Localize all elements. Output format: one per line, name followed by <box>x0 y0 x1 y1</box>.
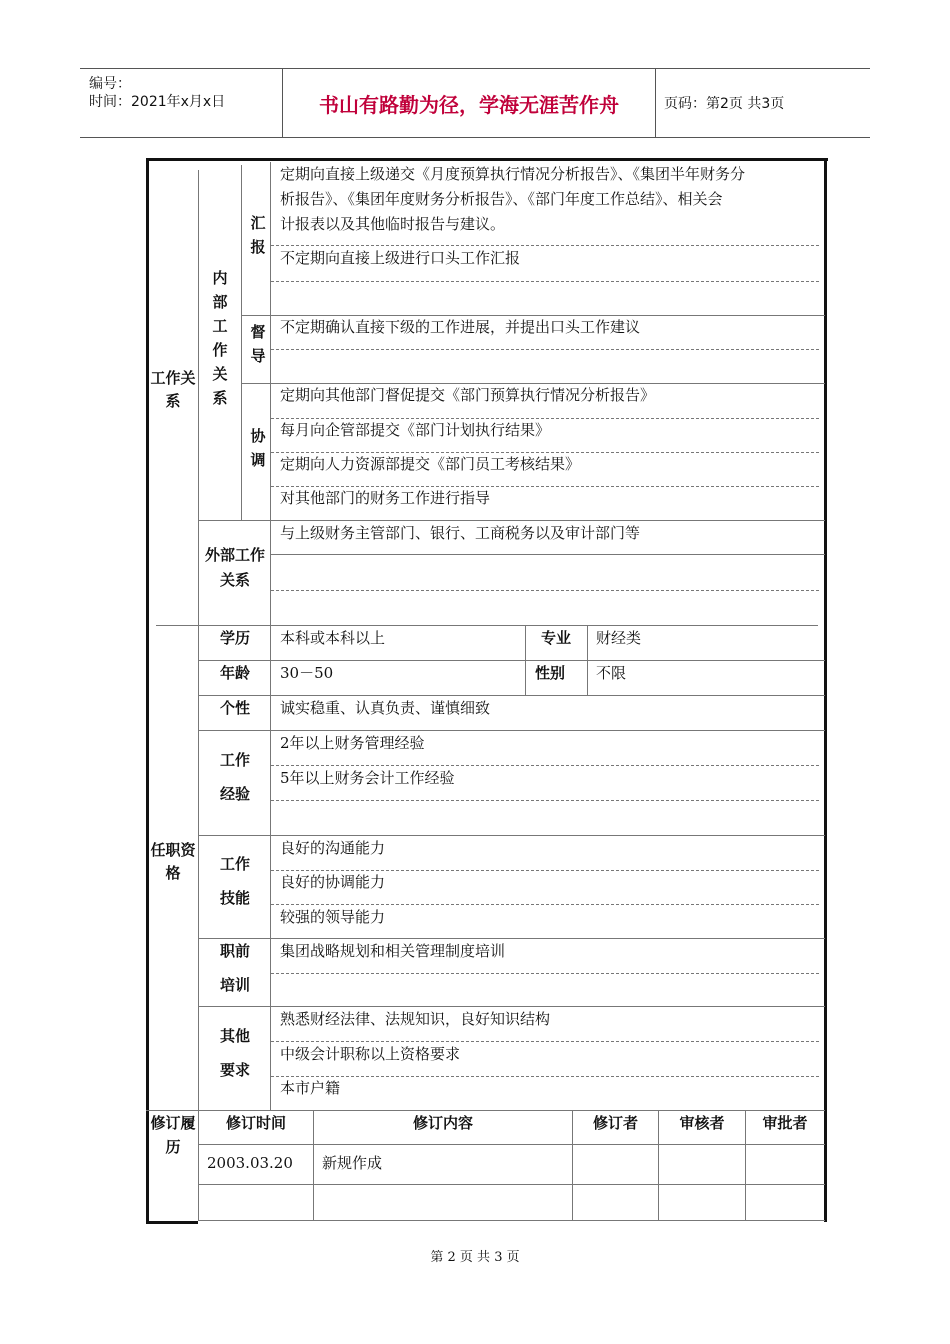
revision-col-approver: 审批者 <box>762 1114 808 1132</box>
major-label: 专业 <box>540 629 571 647</box>
gender-label: 性别 <box>534 664 565 682</box>
experience-label-2: 经验 <box>219 785 250 803</box>
skills-label-2: 技能 <box>219 889 250 907</box>
other-item-2: 中级会计职称以上资格要求 <box>280 1045 461 1063</box>
major-value: 财经类 <box>596 629 642 647</box>
work-relations-label: 工作关系 <box>150 369 196 410</box>
gender-value: 不限 <box>596 664 627 682</box>
revision-label: 修订履历 <box>150 1114 196 1156</box>
report-item-line1: 定期向直接上级递交《月度预算执行情况分析报告》、《集团半年财务分 <box>280 165 746 183</box>
personality-label: 个性 <box>219 699 250 717</box>
revision-row-time: 2003.03.20 <box>207 1154 293 1172</box>
header-motto: 书山有路勤为径，学海无涯苦作舟 <box>282 69 656 137</box>
report-item-2: 不定期向直接上级进行口头工作汇报 <box>280 249 521 267</box>
revision-col-reviewer: 审核者 <box>679 1114 725 1132</box>
header-page-info: 页码：第2页 共3页 <box>664 96 785 112</box>
education-value: 本科或本科以上 <box>280 629 386 647</box>
skills-item-2: 良好的协调能力 <box>280 873 386 891</box>
page-footer: 第 2 页 共 3 页 <box>430 1250 520 1265</box>
coordinate-label: 协调 <box>250 427 266 469</box>
coordinate-item-2: 每月向企管部提交《部门计划执行结果》 <box>280 421 551 439</box>
report-label: 汇报 <box>250 214 266 256</box>
supervise-item-1: 不定期确认直接下级的工作进展，并提出口头工作建议 <box>280 318 641 336</box>
education-label: 学历 <box>219 629 250 647</box>
revision-col-reviser: 修订者 <box>592 1114 638 1132</box>
training-item-1: 集团战略规划和相关管理制度培训 <box>280 942 506 960</box>
skills-item-1: 良好的沟通能力 <box>280 839 386 857</box>
coordinate-item-1: 定期向其他部门督促提交《部门预算执行情况分析报告》 <box>280 386 656 404</box>
personality-value: 诚实稳重、认真负责、谨慎细致 <box>280 699 491 717</box>
experience-item-2: 5年以上财务会计工作经验 <box>280 769 455 787</box>
age-value: 30－50 <box>280 664 334 682</box>
age-label: 年龄 <box>219 664 250 682</box>
experience-label-1: 工作 <box>219 751 250 769</box>
revision-row-content: 新规作成 <box>322 1154 383 1172</box>
code-label: 编号： <box>89 76 131 92</box>
other-item-1: 熟悉财经法律、法规知识，良好知识结构 <box>280 1010 551 1028</box>
training-label-2: 培训 <box>219 976 250 994</box>
page-header <box>80 68 870 138</box>
other-label-2: 要求 <box>219 1061 250 1079</box>
coordinate-item-4: 对其他部门的财务工作进行指导 <box>280 489 491 507</box>
supervise-label: 督导 <box>250 323 266 365</box>
other-item-3: 本市户籍 <box>280 1079 341 1097</box>
qualifications-label: 任职资格 <box>150 841 196 882</box>
experience-item-1: 2年以上财务管理经验 <box>280 734 425 752</box>
header-left <box>80 69 282 137</box>
coordinate-item-3: 定期向人力资源部提交《部门员工考核结果》 <box>280 455 581 473</box>
internal-relations-label: 内部工作关系 <box>212 269 228 407</box>
skills-label-1: 工作 <box>219 855 250 873</box>
other-label-1: 其他 <box>219 1027 250 1045</box>
revision-col-content: 修订内容 <box>412 1114 473 1132</box>
report-item-line3: 计报表以及其他临时报告与建议。 <box>280 215 506 233</box>
external-relations-label: 外部工作关系 <box>205 546 266 589</box>
time-label: 时间：2021年x月x日 <box>89 94 226 110</box>
skills-item-3: 较强的领导能力 <box>280 908 386 926</box>
training-label-1: 职前 <box>219 942 250 960</box>
report-item-line2: 析报告》、《集团年度财务分析报告》、《部门年度工作总结》、相关会 <box>280 190 723 208</box>
revision-col-time: 修订时间 <box>225 1114 286 1132</box>
external-item-1: 与上级财务主管部门、银行、工商税务以及审计部门等 <box>280 524 641 542</box>
